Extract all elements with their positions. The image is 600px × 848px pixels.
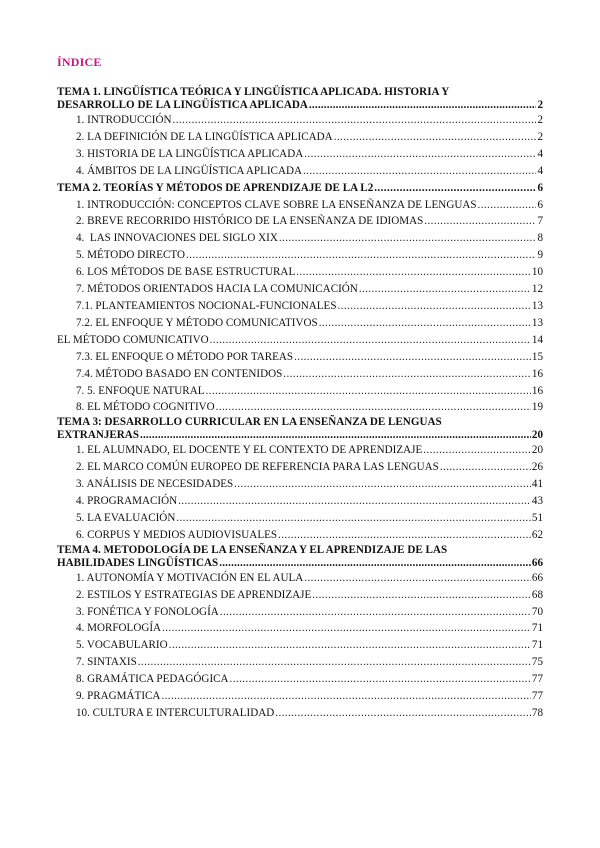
dot-leader [178,493,531,510]
toc-item-page: 62 [531,528,543,541]
dot-leader [294,349,531,366]
toc-item-label: 2. EL MARCO COMÚN EUROPEO DE REFERENCIA PARA LAS LENGUAS [76,461,439,474]
toc-item[interactable] [57,315,543,332]
toc-item-page: 68 [531,588,543,601]
dot-leader [162,620,531,637]
toc-item-page: 70 [531,605,543,618]
dot-leader [334,129,537,146]
toc-item[interactable] [57,671,543,688]
toc-item-page: 6 [537,198,543,211]
toc-item[interactable] [57,620,543,637]
toc-item[interactable] [57,493,543,510]
dot-leader [210,332,531,349]
toc-item[interactable] [57,298,543,315]
toc-item[interactable] [57,527,543,544]
toc-item[interactable] [57,129,543,146]
toc-item-page: 51 [531,511,543,524]
toc-item-page: 75 [531,656,543,669]
chapter-title-line2: DESARROLLO DE LA LINGÜÍSTICA APLICADA [57,99,308,111]
toc-item-label: 2. ESTILOS Y ESTRATEGIAS DE APRENDIZAJE [76,588,312,601]
toc-item-page: 15 [531,350,543,363]
toc-item[interactable] [57,688,543,705]
toc-item-page: 20 [531,444,543,457]
toc-item-label: 10. CULTURA E INTERCULTURALIDAD [76,707,275,719]
toc-item[interactable] [57,705,543,722]
toc-item-page: 2 [537,130,543,143]
toc-item-label: 3. FONÉTICA Y FONOLOGÍA [76,605,219,618]
dot-leader [304,146,536,163]
chapter-title-line1: TEMA 3: DESARROLLO CURRICULAR EN LA ENSEÑANZA DE LENGUAS [57,416,442,429]
toc-item[interactable] [57,476,543,493]
dot-leader [359,281,531,298]
toc-item[interactable] [57,442,543,459]
chapter-4[interactable] [57,544,543,570]
toc-item-page: 14 [531,333,543,346]
dot-leader [186,247,536,264]
dot-leader [440,459,531,476]
toc-item-page: 2 [537,114,543,126]
toc-item-label: 2. LA DEFINICIÓN DE LA LINGÜÍSTICA APLICADA [76,130,333,143]
toc-item-label: 4. LAS INNOVACIONES DEL SIGLO XIX [76,232,278,245]
toc-item-page: 43 [531,495,543,508]
dot-leader [176,510,531,527]
dot-leader [278,527,531,544]
toc-item[interactable] [57,146,543,163]
toc-item[interactable] [57,213,543,230]
toc-item-page: 10 [531,266,543,279]
toc-item-label: 4. ÁMBITOS DE LA LINGÜÍSTICA APLICADA [76,164,302,177]
chapter-title-line1: TEMA 1. LINGÜÍSTICA TEÓRICA Y LINGÜÍSTICA APLICADA. HISTORIA Y [57,86,450,98]
chapter-1[interactable] [57,86,543,112]
toc-item-label: 1. INTRODUCCIÓN [76,114,172,126]
dot-leader [319,315,531,332]
toc-item[interactable] [57,366,543,383]
toc-item[interactable] [57,570,543,587]
toc-item-page: 77 [531,673,543,686]
dot-leader [216,399,531,416]
toc-item[interactable] [57,332,543,349]
toc-item-page: 16 [531,384,543,397]
toc-item-label: 4. MORFOLOGÍA [76,622,162,635]
dot-leader [140,429,531,442]
toc-item-label: EL MÉTODO COMUNICATIVO [57,333,209,346]
dot-leader [161,688,530,705]
toc-item-label: 5. VOCABULARIO [76,639,168,652]
toc-item-page: 26 [531,461,543,474]
dot-leader [303,163,536,180]
toc-item-page: 13 [531,316,543,329]
toc-item-label: 3. HISTORIA DE LA LINGÜÍSTICA APLICADA [76,147,304,160]
toc-item-page: 19 [531,401,543,414]
dot-leader [230,671,531,688]
chapter-page-number: 66 [531,556,543,569]
toc-item[interactable] [57,399,543,416]
toc-item[interactable] [57,349,543,366]
toc-item-page: 4 [537,164,543,177]
chapter-3[interactable] [57,416,543,442]
dot-leader [312,587,531,604]
toc-item[interactable] [57,264,543,281]
toc-item-label: 4. PROGRAMACIÓN [76,495,178,508]
index-heading: ÍNDICE [57,55,102,69]
toc-item-page: 13 [531,299,543,312]
toc-item-label: 7. MÉTODOS ORIENTADOS HACIA LA COMUNICACIÓN [76,283,358,296]
toc-item-label: 8. EL MÉTODO COGNITIVO [76,401,215,414]
dot-leader [424,213,536,230]
toc-item[interactable] [57,230,543,247]
chapter-title: TEMA 2. TEORÍAS Y MÉTODOS DE APRENDIZAJE DE LA L2 [57,181,374,194]
toc-item-page: 41 [531,478,543,491]
chapter-title-line2: EXTRANJERAS [57,429,139,442]
toc-item[interactable] [57,383,543,400]
toc-item-label: 7.3. EL ENFOQUE O MÉTODO POR TAREAS [76,350,294,363]
chapter-page-number: 20 [531,429,543,442]
dot-leader [220,604,531,621]
toc-item-page: 16 [531,367,543,380]
toc-item[interactable] [57,637,543,654]
toc-item[interactable] [57,163,543,180]
dot-leader [309,99,537,112]
chapter-page-number: 2 [537,99,543,111]
toc-item-label: 1. AUTONOMÍA Y MOTIVACIÓN EN EL AULA [76,571,304,584]
chapter-title-line1: TEMA 4. METODOLOGÍA DE LA ENSEÑANZA Y EL APRENDIZAJE DE LAS [57,543,448,556]
dot-leader [275,705,531,722]
toc-item-label: 5. MÉTODO DIRECTO [76,249,185,262]
toc-item-page: 4 [537,147,543,160]
toc-item-page: 12 [531,283,543,296]
toc-item-label: 7.4. MÉTODO BASADO EN CONTENIDOS [76,367,283,380]
toc-item[interactable] [57,587,543,604]
toc-item-page: 78 [531,707,543,719]
toc-item-label: 7.1. PLANTEAMIENTOS NOCIONAL-FUNCIONALES [76,299,337,312]
dot-leader [304,570,531,587]
dot-leader [173,112,537,129]
toc-item-label: 7. SINTAXIS [76,656,137,669]
toc-item-label: 2. BREVE RECORRIDO HISTÓRICO DE LA ENSEÑANZA DE IDIOMAS [76,215,424,228]
chapter-page-number: 6 [537,181,543,194]
toc-item-label: 3. ANÁLISIS DE NECESIDADES [76,478,234,491]
toc-item[interactable] [57,247,543,264]
toc-item-label: 6. LOS MÉTODOS DE BASE ESTRUCTURAL [76,266,296,279]
toc-item-label: 9. PRAGMÁTICA [76,690,161,703]
toc-item-page: 71 [531,622,543,635]
toc-item-page: 66 [531,571,543,584]
chapter-title-line2: HABILIDADES LINGÜÍSTICAS [57,556,219,569]
toc-item-label: 8. GRAMÁTICA PEDAGÓGICA [76,673,229,686]
toc-item-page: 8 [537,232,543,245]
toc-item[interactable] [57,112,543,129]
toc-item[interactable] [57,510,543,527]
dot-leader [138,654,531,671]
dot-leader [234,476,531,493]
toc-item-page: 77 [531,690,543,703]
toc-item-label: 1. EL ALUMNADO, EL DOCENTE Y EL CONTEXTO DE APRENDIZAJE [76,444,423,457]
toc-item-page: 71 [531,639,543,652]
toc-item-label: 6. CORPUS Y MEDIOS AUDIOVISUALES [76,528,278,541]
toc-item-label: 7. 5. ENFOQUE NATURAL [76,384,205,397]
toc-item-label: 1. INTRODUCCIÓN: CONCEPTOS CLAVE SOBRE LA ENSEÑANZA DE LENGUAS [76,198,477,211]
dot-leader [338,298,531,315]
dot-leader [206,383,531,400]
dot-leader [279,230,537,247]
dot-leader [423,442,531,459]
toc-item[interactable] [57,459,543,476]
toc-item-page: 9 [537,249,543,262]
dot-leader [283,366,531,383]
dot-leader [296,264,531,281]
toc-item-page: 7 [537,215,543,228]
dot-leader [374,180,536,197]
dot-leader [219,557,531,570]
chapter-2[interactable] [57,180,543,197]
toc-item[interactable] [57,654,543,671]
toc-item-label: 5. LA EVALUACIÓN [76,511,176,524]
toc-item[interactable] [57,281,543,298]
toc-item[interactable] [57,604,543,621]
toc-item-label: 7.2. EL ENFOQUE Y MÉTODO COMUNICATIVOS [76,316,318,329]
table-of-contents [57,86,543,722]
dot-leader [478,197,537,214]
toc-item[interactable] [57,197,543,214]
dot-leader [169,637,531,654]
